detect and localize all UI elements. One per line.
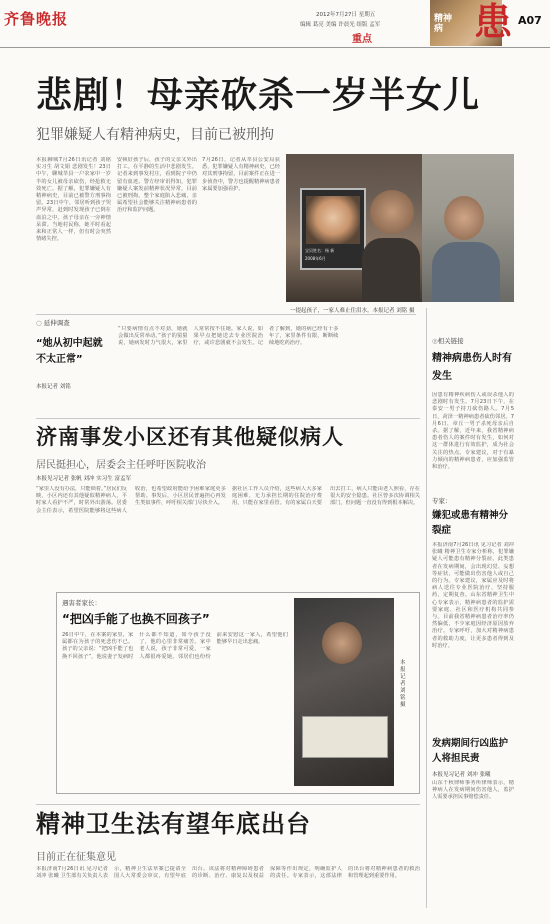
feature-kicker: 遇害者家长： [62,599,101,607]
lead-photo [286,154,422,302]
lead-body-col1: 本报聊城7月26日讯记者 刘铭 实习生 胡文娟 悲剧发生！23日中午，聊城莘县一户农家中一岁半的女儿被母亲砍伤，经抢救无效死亡。据了解，犯罪嫌疑人有精神病史，目前已被警方刑事拘留。23日中午，邻居听到孩子哭声异常，赶到时发现孩子已倒在血泊之中。孩子母亲在一旁神情呆滞。当地村民称，她平时看起来和正常人一样，但有时会突然情绪失控。 [36,157,111,243]
lead-photo-caption: 一提起孩子，一家人难止住泪水。本报记者 刘铭 摄 [290,308,415,314]
lead-subhead: 犯罪嫌疑人有精神病史，目前已被刑拘 [36,127,274,143]
extend-label-text: 延伸调查 [43,319,70,327]
frame-caption: 宝贝姓名：杨 新 [305,248,335,253]
person-figure [322,622,362,664]
date-line: 2012年7月27日 星期五 [316,12,376,18]
newspaper-logo: 齐鲁晚报 [4,10,69,28]
certificate-card [302,716,388,758]
person-figure [370,190,414,234]
side1-body: 因患有精神疾病伤人或误杀他人的悲剧时有发生。7月23日下午，在泰安一男子持刀砍伤路人。7月5日，菏泽一精神病患者砍伤邻居。7月6日，章丘一男子杀死母亲后自杀。据了解，近年来，我省精神病患者伤人的案件时有发生，如何对这一群体进行有效监护，成为社会关注的热点。专家建议，对于有暴力倾向的精神病患者，应加强监管和治疗。 [432,392,514,471]
bottom-headline: 精神卫生法有望年底出台 [36,810,311,838]
second-body-2: 据社区工作人员介绍，这些病人大多家庭困难，无力承担长期的住院治疗费用，只能在家里看管。有的家属白天要出去打工，病人只能由老人照看，存在很大的安全隐患。社区曾多次协调相关部门，但问题一直没有得到根本解决。 [232,486,420,507]
page-number: A07 [518,14,542,27]
section-label: 重点 [352,34,372,45]
topic-label-big: 患 [474,0,513,44]
portrait-image [306,196,360,244]
second-body: “家里人没有办法，只能锁着。”居民们反映，小区内还有其他疑似精神病人，平时家人看护不严，时常外出游荡。居委会主任表示，希望医院能够将这些病人收治，也希望政府能给予困难家庭更多帮助。事发后，小区居民普遍担心再发生类似事件，呼吁相关部门尽快介入。 [36,486,226,514]
lead-body-col2: 安顿好孩子后，孩子的父亲又外出打工。在平静的生活中悲剧发生。记者来到事发村庄，看到院子中仍留有血迹。警方经审讯得知，犯罪嫌疑人案发前精神状况异常，目前已被刑拘。整个家庭陷入悲痛，亲属希望社会能够关注精神病患者的治疗和监护问题。 [117,157,197,214]
side1-label-marker: ◎ [432,337,438,345]
extend-body: “只要病情有点不对劲，她就会做出反常举动。”孩子的舅舅说，她病发时力气很大，家里人常常按不住她。家人说，如果早点把她送去专业医院治疗，或许悲剧就不会发生。记者了解到，她的病已经有十多年了，家里条件有限，断断续续地吃药治疗。 [118,326,339,347]
sidebar2-label: 专家： [432,497,452,505]
person-figure [362,238,420,302]
second-byline: 本报见习记者 张帆 刘冲 实习生 富孟军 [36,476,131,482]
side1-label-text: 相关链接 [437,337,464,345]
second-headline: 济南事发小区还有其他疑似病人 [36,425,344,449]
person-figure [444,196,484,240]
bottom-body: 本报济南7月26日讯 见习记者 刘冲 张曦 卫生部有关负责人表示，精神卫生法草案已提请全国人大常委会审议，有望年底出台。该法将对精神障碍患者的诊断、治疗、康复以及权益保障等作出规定，明确监护人的责任。专家表示，这部法律的出台将对精神病患者的救治和管理起到重要作用。 [36,866,420,880]
sidebar2-title: 嫌犯或患有精神分裂症 [432,510,509,536]
masthead [0,0,550,45]
lead-photo-2 [422,154,514,302]
lead-body-col3: 7月26日，记者从莘县公安局获悉，犯罪嫌疑人有精神病史，已经对其刑事拘留，目前案件正在进一步侦查中，警方也提醒精神病患者家属要加强看护。 [202,157,280,192]
topic-label-small: 精神病 [434,14,453,34]
feature-photo-caption: 本报记者 刘铭 摄 [400,660,406,708]
feature-title: “把凶手能了也换不回孩子” [62,612,210,626]
sidebar2-body-2: 山东千秋律师事务所律师表示，精神病人在发病期间伤害他人，监护人需要承担民事赔偿责任。 [432,780,514,801]
person-figure [432,242,500,302]
side1-label [432,336,464,345]
sidebar2-body: 本报济南7月26日讯 见习记者 刘冲 张曦 精神卫生专家分析称，犯罪嫌疑人可能患有精神分裂症。此类患者在发病期间，会出现幻觉、妄想等症状，可能做出伤害他人或自己的行为。专家建议，家属应及时将病人送往专业医院治疗，坚持服药，定期复查。山东省精神卫生中心专家表示，精神病患者的监护需要家庭、社区和医疗机构共同参与。目前我省精神病患者治疗率仍然偏低，不少家庭因经济原因放弃治疗。专家呼吁，加大对精神病患者的救助力度，让更多患者得到及时治疗。 [432,542,514,649]
sidebar2-byline-2: 本报见习记者 刘冲 张曦 [432,772,491,778]
second-subhead: 居民挺担心，居委会主任呼吁医院收治 [36,460,206,471]
extend-byline: 本报记者 刘铭 [36,384,71,390]
extend-quote: “她从初中起就不太正常” [36,338,103,365]
sidebar2-title-2: 发病期间行凶监护人将担民责 [432,738,509,764]
lead-headline: 悲剧！母亲砍杀一岁半女儿 [36,75,481,116]
feature-photo [294,598,394,786]
extend-label [36,318,70,327]
editors-line: 编辑 葛亮 美编 许晨光 组版 孟军 [300,22,381,28]
feature-body: 26日中午，在本案的家里，家属都在为孩子的死悲伤不已。孩子的父亲说：“把凶手能了也换不回孩子”，他说妻子发病时什么都不知道，如今孩子没了，他的心里非常痛苦。家中老人说，孩子非常可爱，一家人都很疼爱她。邻居们也纷纷前来安慰这一家人，希望他们能够早日走出悲痛。 [62,632,288,660]
bottom-subhead: 目前正在征集意见 [36,852,116,863]
extend-label-marker: ○ [36,319,44,327]
frame-year: 2008年6月 [305,256,326,261]
side1-title: 精神病患伤人时有发生 [432,353,512,382]
photo-frame [300,188,366,270]
